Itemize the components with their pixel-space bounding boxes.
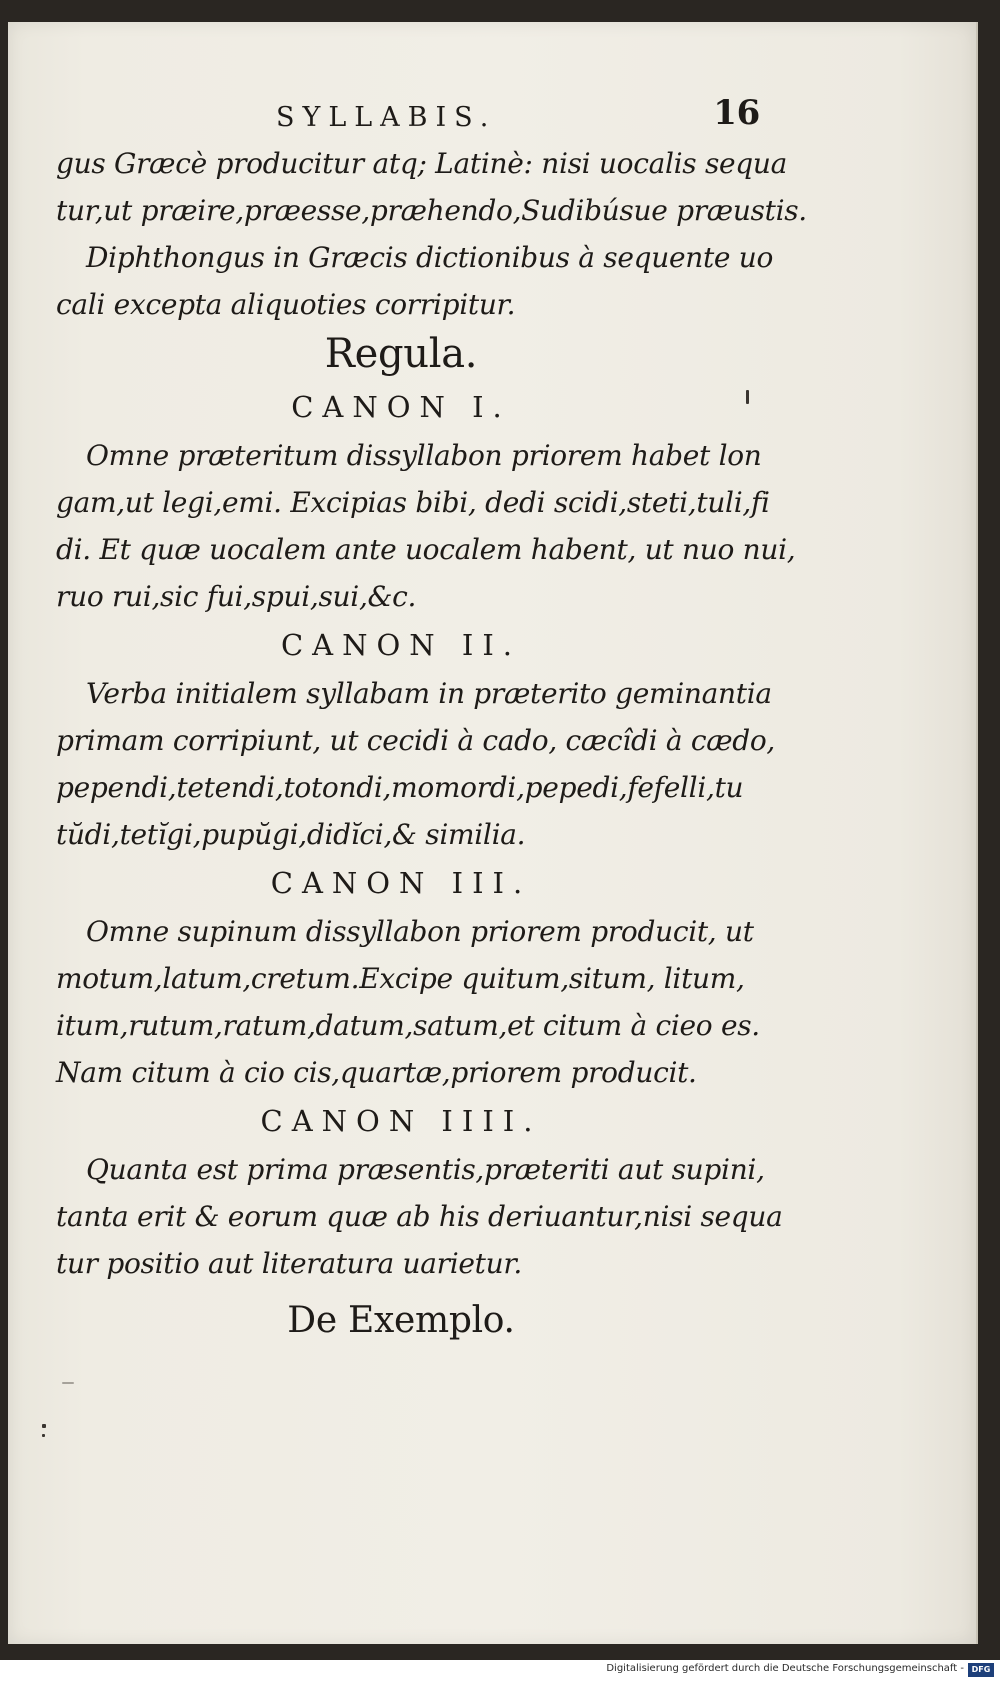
text-line: primam corripiunt, ut cecidi à cado, cæcîdi à cædo,: [56, 724, 776, 757]
ink-speck: [42, 1424, 46, 1428]
text-line: Nam citum à cio cis,quartæ,priorem producit.: [56, 1056, 697, 1089]
running-head-title: SYLLABIS.: [276, 102, 497, 133]
section-heading-de-exemplo: De Exemplo.: [287, 1300, 515, 1341]
text-line: Quanta est prima præsentis,præteriti aut supini,: [86, 1153, 765, 1186]
digitization-credit: Digitalisierung gefördert durch die Deutsche Forschungsgemeinschaft -: [606, 1663, 964, 1674]
text-line: ruo rui,sic fui,spui,sui,&c.: [56, 580, 417, 613]
section-heading-regula: Regula.: [324, 331, 478, 377]
canon-heading: CANON II.: [280, 628, 521, 662]
text-line: gam,ut legi,emi. Excipias bibi, dedi scidi,steti,tuli,fi: [56, 486, 770, 519]
text-line: di. Et quæ uocalem ante uocalem habent, ut nuo nui,: [56, 533, 796, 566]
text-line: itum,rutum,ratum,datum,satum,et citum à cieo es.: [56, 1009, 760, 1042]
canon-heading: CANON III.: [270, 866, 532, 900]
paragraph-diphthongus: [56, 234, 774, 328]
canon-3-section: [56, 858, 760, 1096]
text-line: Verba initialem syllabam in præterito geminantia: [86, 677, 772, 710]
canon-heading: CANON I.: [291, 390, 511, 424]
canon-1-section: [56, 382, 796, 620]
text-line: pependi,tetendi,totondi,momordi,pepedi,fefelli,tu: [56, 771, 744, 804]
running-head: [56, 93, 760, 140]
text-line: motum,latum,cretum.Excipe quitum,situm, litum,: [56, 962, 745, 995]
canon-2-section: [56, 620, 776, 858]
paragraph-continuation: [56, 140, 807, 234]
text-line: cali excepta aliquoties corripitur.: [56, 288, 516, 321]
ink-speck: [42, 1434, 45, 1437]
ink-speck: [62, 1382, 74, 1384]
text-line: Diphthongus in Græcis dictionibus à sequente uo: [86, 241, 774, 274]
canon-heading: CANON IIII.: [260, 1104, 542, 1138]
book-page: [8, 22, 978, 1644]
text-line: tŭdi,tetĭgi,pupŭgi,didĭci,& similia.: [56, 818, 526, 851]
text-line: tur positio aut literatura uarietur.: [56, 1247, 522, 1280]
footer-bar: [0, 1660, 1000, 1681]
text-line: Omne præteritum dissyllabon priorem habet lon: [86, 439, 762, 472]
page-number: 16: [713, 93, 760, 133]
text-line: tur,ut præire,præesse,præhendo,Sudibúsue præustis.: [56, 194, 807, 227]
canon-4-section: [56, 1096, 783, 1287]
page-text-block: [56, 93, 807, 1351]
text-line: gus Græcè producitur atq; Latinè: nisi uocalis sequa: [56, 147, 788, 180]
ink-speck: [746, 390, 749, 404]
text-line: Omne supinum dissyllabon priorem producit, ut: [86, 915, 754, 948]
text-line: tanta erit & eorum quæ ab his deriuantur,nisi sequa: [56, 1200, 783, 1233]
dfg-logo: DFG: [968, 1663, 994, 1677]
